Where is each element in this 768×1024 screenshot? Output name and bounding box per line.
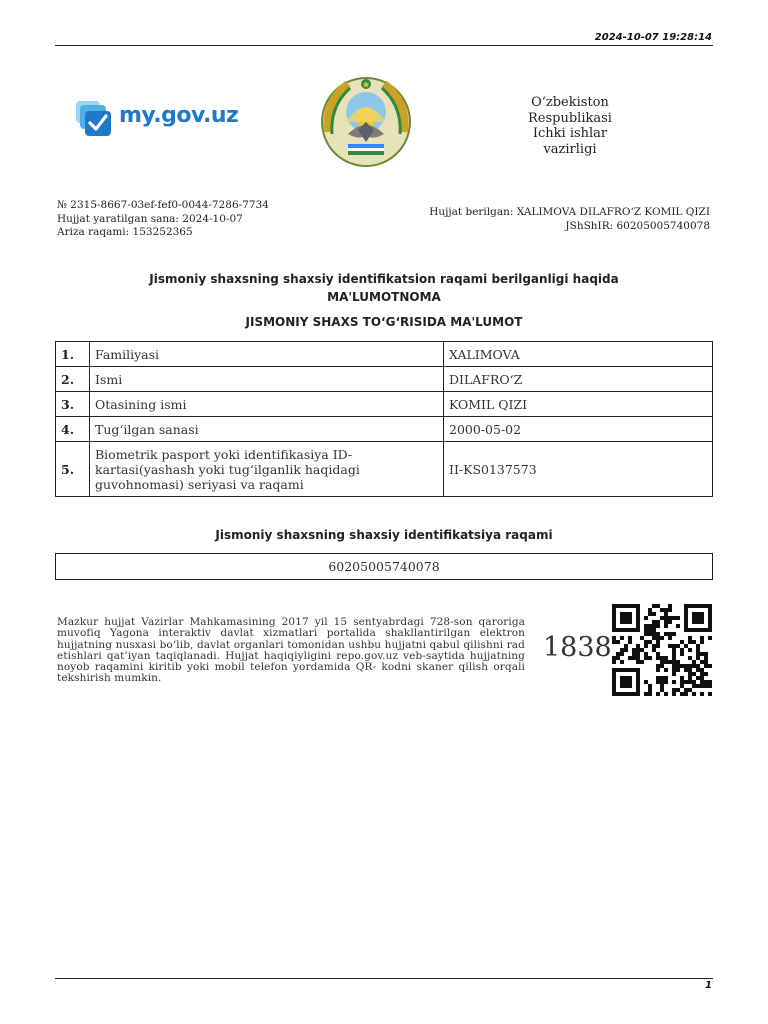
legal-notice: Mazkur hujjat Vazirlar Mahkamasining 2017 yil 15 sentyabrdagi 728-son qaroriga muvofiq Yagona interaktiv davlat xizmatlari portalida shakllantirilgan elektron hujjatning nusxasi bo‘lib, davlat organlari tomonidan ushbu hujjatni qabul qilishni rad etishlari qat’iyan taqiqlanadi. Hujjat haqiqiyligini repo.gov.uz veb-saytida hujjatning noyob raqamini kiritib yoki mobil telefon yordamida QR- kodni skaner qilish orqali tekshirish mumkin. (57, 616, 525, 685)
row-value: DILAFRO‘Z (444, 367, 713, 392)
row-label: Biometrik pasport yoki identifikasiya ID-kartasi(yashash yoki tug‘ilganlik haqidagi guvohnomasi) seriyasi va raqami (90, 442, 444, 497)
ministry-line-3: vazirligi (543, 141, 597, 157)
row-number: 1. (56, 342, 90, 367)
verification-code: 1838 (543, 632, 612, 663)
footer-divider (55, 978, 713, 979)
document-title-line-2: MA'LUMOTNOMA (327, 290, 441, 304)
ministry-line-2: Ichki ishlar (532, 126, 608, 141)
document-title (55, 270, 713, 306)
table-row (56, 367, 713, 392)
row-value: 2000-05-02 (444, 417, 713, 442)
row-number: 5. (56, 442, 90, 497)
mygov-check-icon (76, 101, 116, 139)
row-value: KOMIL QIZI (444, 392, 713, 417)
ministry-name (490, 95, 650, 157)
row-number: 3. (56, 392, 90, 417)
section-title: JISMONIY SHAXS TO‘G‘RISIDA MA'LUMOT (245, 315, 523, 329)
pin-value: 60205005740078 (55, 553, 713, 580)
row-label: Otasining ismi (90, 392, 444, 417)
mygov-logo (76, 101, 239, 139)
row-value: II-KS0137573 (444, 442, 713, 497)
document-number: № 2315-8667-03ef-fef0-0044-7286-7734 (57, 199, 269, 211)
document-title-line-1: Jismoniy shaxsning shaxsiy identifikatsion raqami berilganligi haqida (149, 272, 619, 286)
recipient-meta (429, 206, 710, 233)
row-number: 2. (56, 367, 90, 392)
pin-title: Jismoniy shaxsning shaxsiy identifikatsiya raqami (215, 528, 553, 542)
table-row (56, 392, 713, 417)
document-meta (57, 199, 269, 240)
row-number: 4. (56, 417, 90, 442)
application-number: Ariza raqami: 153252365 (57, 226, 193, 238)
qr-code (612, 604, 712, 696)
state-emblem (318, 72, 414, 168)
row-label: Tug‘ilgan sanasi (90, 417, 444, 442)
table-row (56, 442, 713, 497)
ministry-line-1: O‘zbekiston Respublikasi (528, 95, 612, 126)
mygov-logo-text: my.gov.uz (119, 103, 239, 128)
table-row (56, 342, 713, 367)
header-divider (55, 45, 713, 46)
row-value: XALIMOVA (444, 342, 713, 367)
page-number: 1 (705, 980, 712, 991)
row-label: Ismi (90, 367, 444, 392)
document-timestamp: 2024-10-07 19:28:14 (594, 32, 712, 43)
table-row (56, 417, 713, 442)
person-info-table (55, 341, 713, 497)
row-label: Familiyasi (90, 342, 444, 367)
issued-to: Hujjat berilgan: XALIMOVA DILAFRO‘Z KOMIL QIZI (429, 206, 710, 218)
document-created-date: Hujjat yaratilgan sana: 2024-10-07 (57, 212, 243, 225)
recipient-pin: JShShIR: 60205005740078 (565, 219, 710, 232)
